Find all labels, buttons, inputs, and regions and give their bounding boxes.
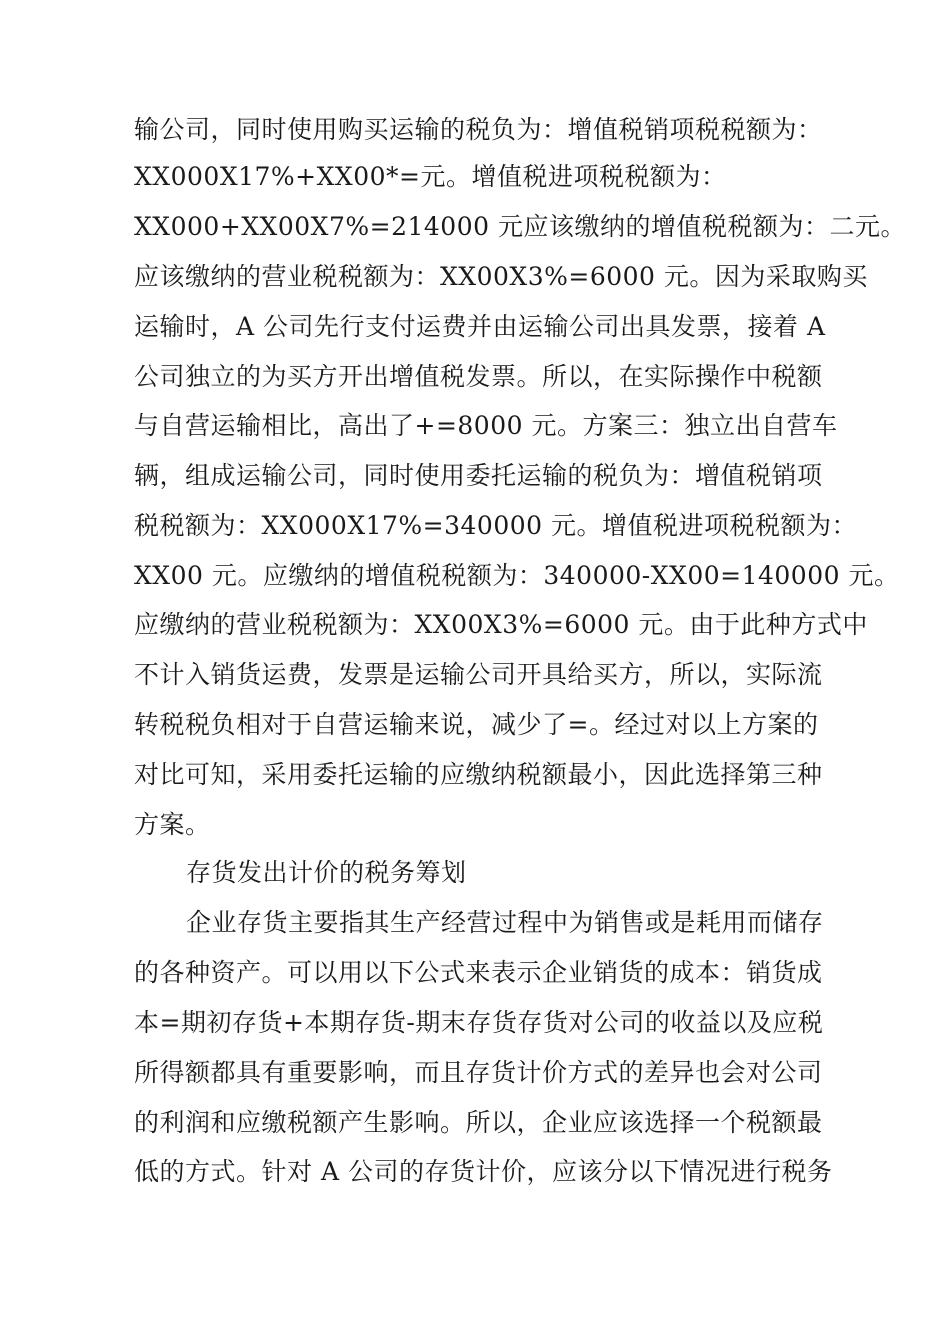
text-line: 的各种资产。可以用以下公式来表示企业销货的成本：销货成 [134,958,823,987]
text-line: XX000+XX00X7%=214000 元应该缴纳的增值税税额为：二元。 [134,212,906,241]
text-line: 辆，组成运输公司，同时使用委托运输的税负为：增值税销项 [134,461,823,490]
text-line: 应缴纳的营业税税额为：XX00X3%=6000 元。由于此种方式中 [134,610,868,639]
text-line: 转税税负相对于自营运输来说，减少了=。经过对以上方案的 [134,710,819,739]
text-line: 方案。 [134,810,211,839]
text-line: 税税额为：XX000X17%=340000 元。增值税进项税税额为： [134,511,858,540]
text-line: 低的方式。针对 A 公司的存货计价，应该分以下情况进行税务 [134,1157,833,1186]
text-line: 企业存货主要指其生产经营过程中为销售或是耗用而储存 [186,908,824,937]
text-line: 运输时，A 公司先行支付运费并由运输公司出具发票，接着 A [134,312,826,341]
text-line: 不计入销货运费，发票是运输公司开具给买方，所以，实际流 [134,660,823,689]
text-line: 与自营运输相比，高出了+=8000 元。方案三：独立出自营车 [134,411,838,440]
text-line: 的利润和应缴税额产生影响。所以，企业应该选择一个税额最 [134,1108,823,1137]
text-line: XX000X17%+XX00*=元。增值税进项税税额为： [134,162,727,191]
text-line: 应该缴纳的营业税税额为：XX00X3%=6000 元。因为采取购买 [134,262,868,291]
text-line: 公司独立的为买方开出增值税发票。所以，在实际操作中税额 [134,362,823,391]
text-line: 对比可知，采用委托运输的应缴纳税额最小，因此选择第三种 [134,760,823,789]
text-line: XX00 元。应缴纳的增值税税额为：340000-XX00=140000 元。 [134,561,900,590]
text-line: 所得额都具有重要影响，而且存货计价方式的差异也会对公司 [134,1058,823,1087]
text-line: 输公司，同时使用购买运输的税负为：增值税销项税税额为： [134,115,823,144]
section-heading: 存货发出计价的税务筹划 [186,858,467,887]
text-line: 本=期初存货+本期存货-期末存货存货对公司的收益以及应税 [134,1008,824,1037]
